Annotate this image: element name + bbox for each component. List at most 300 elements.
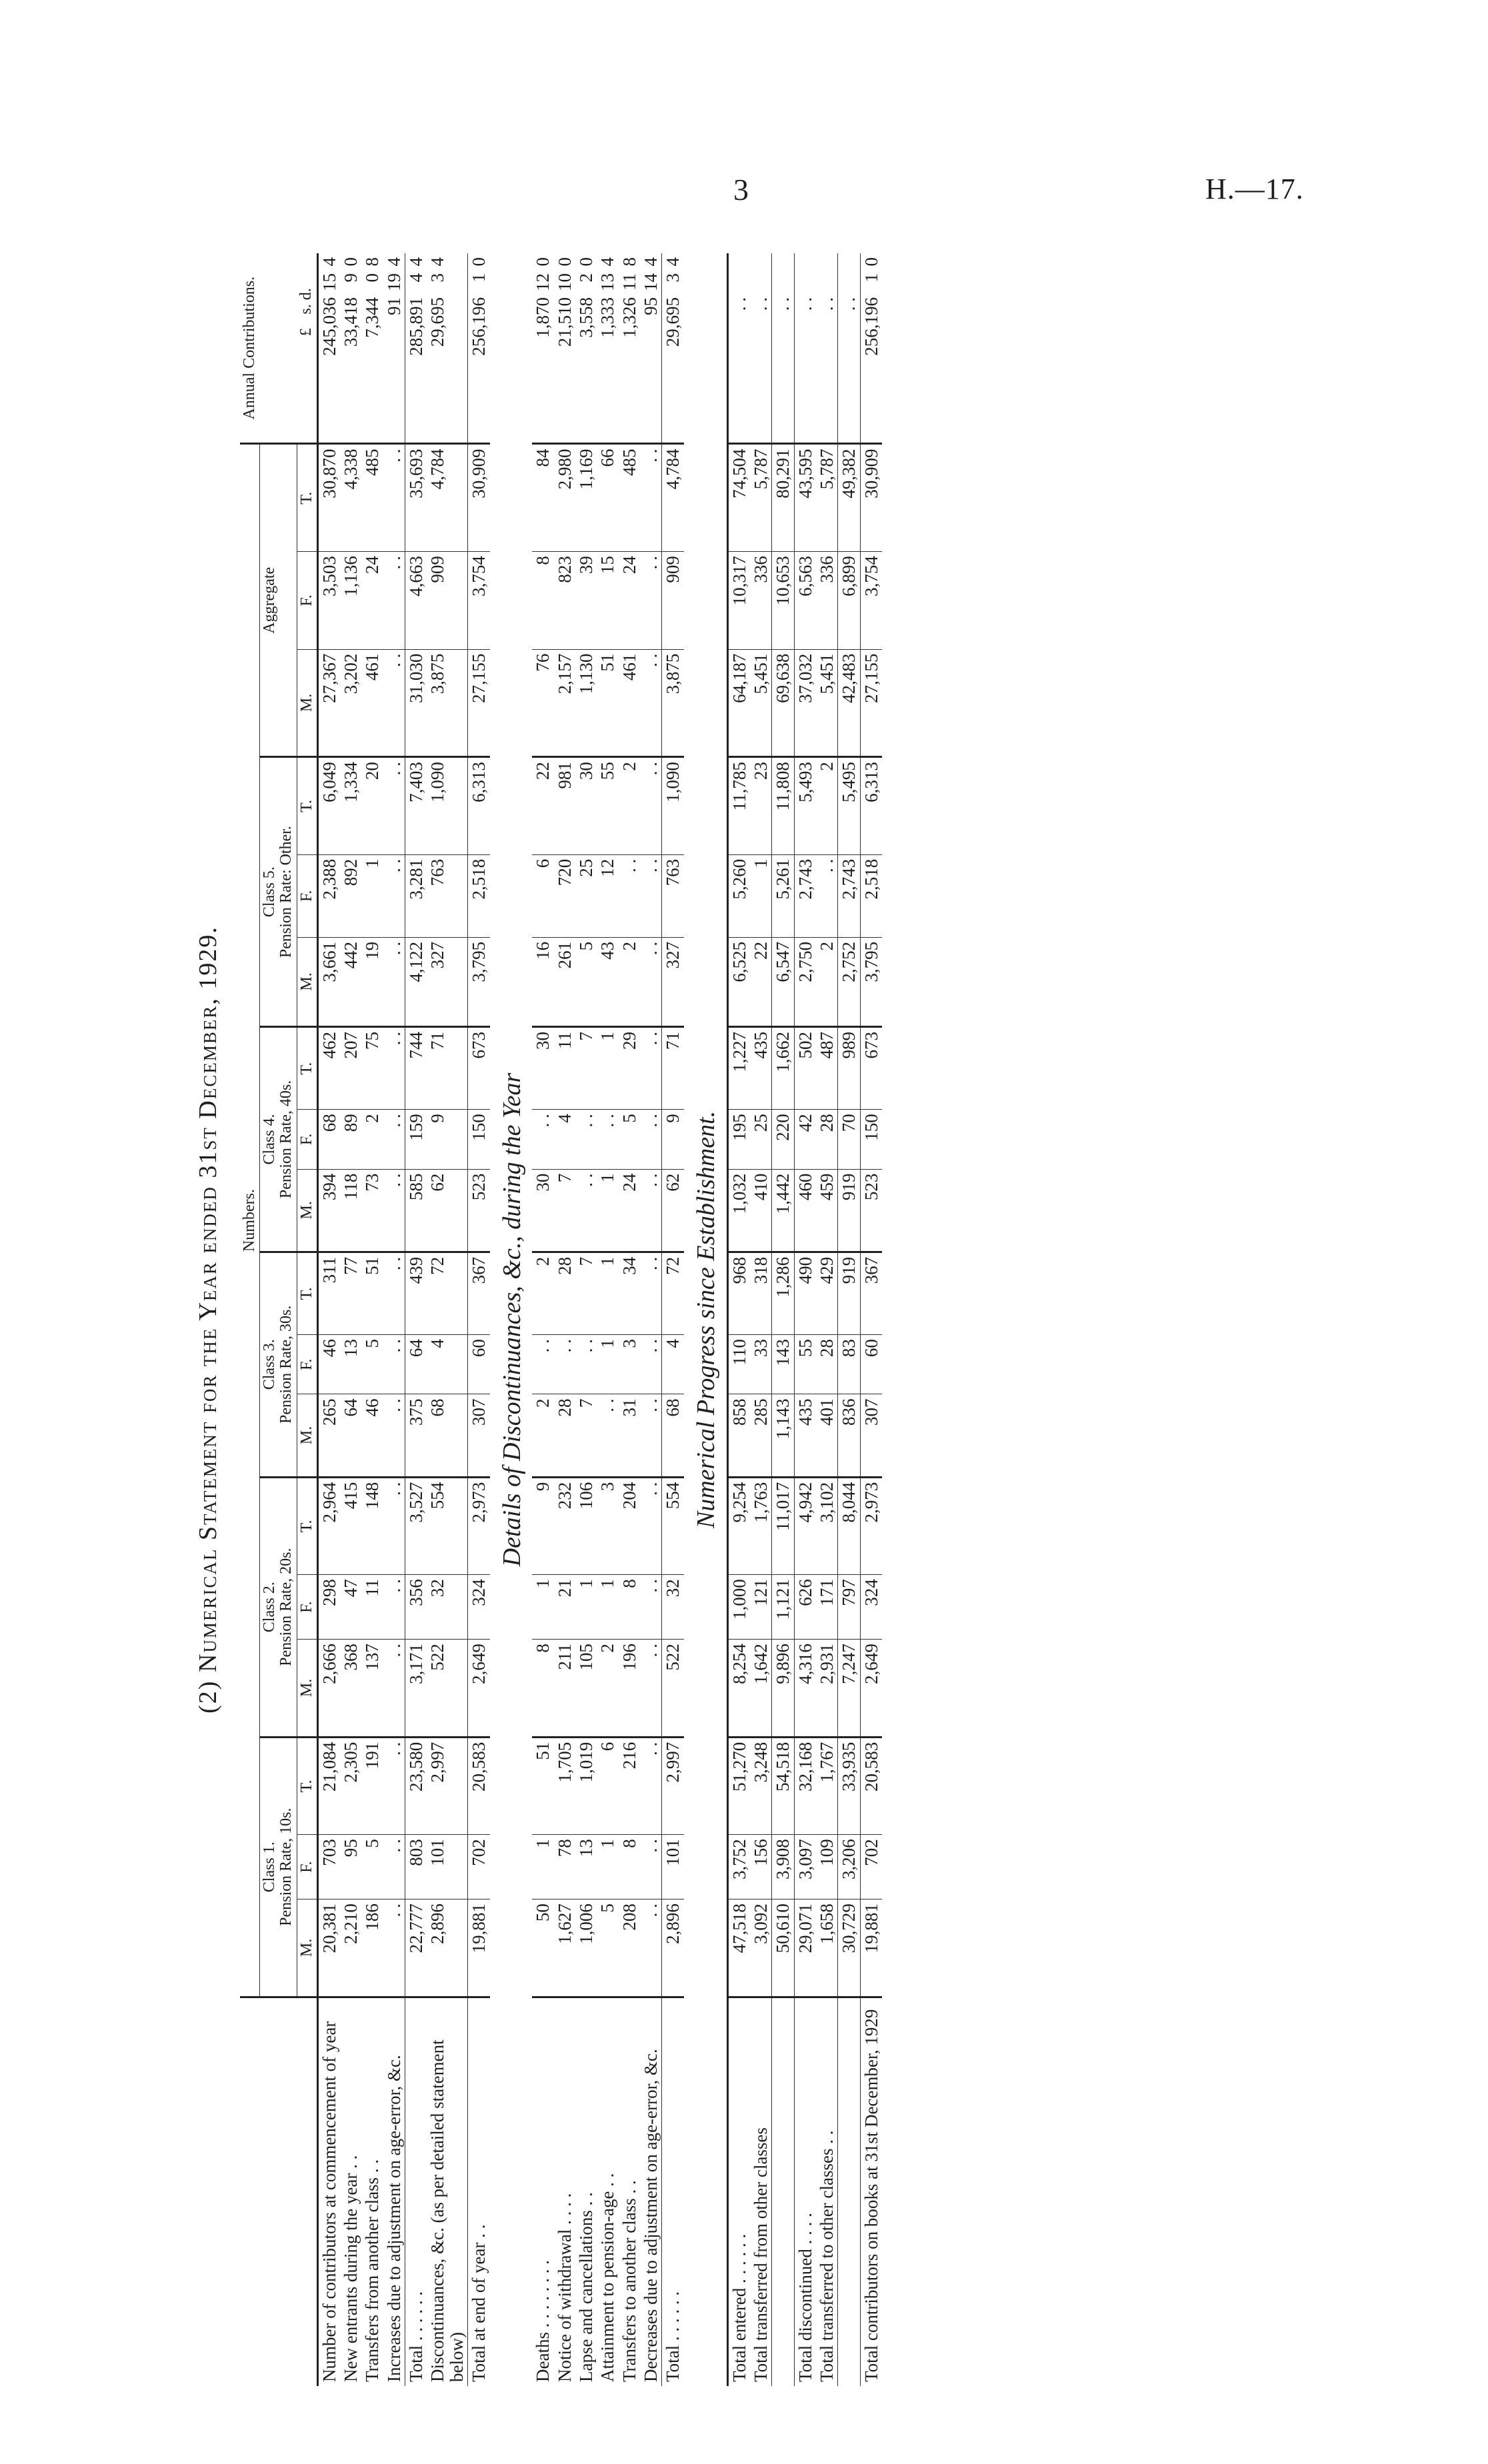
table-row (468, 253, 490, 2386)
money-part: . . (773, 297, 793, 311)
cell-value: 435 (750, 1027, 772, 1110)
cell-value: 46 (361, 1394, 383, 1477)
cell-value: 2,997 (662, 1737, 684, 1835)
cell-value: 30 (575, 757, 597, 855)
cell-value: 4,784 (427, 444, 467, 552)
cell-value: 5 (361, 1335, 383, 1394)
cell-value: 47 (340, 1575, 361, 1640)
cell-contribution (340, 253, 361, 444)
cell-value: 31,030 (405, 649, 427, 756)
cell-contribution (597, 253, 618, 444)
cell-value: 6,049 (317, 757, 340, 855)
cell-contribution (860, 253, 882, 444)
cell-value: 2,210 (340, 1899, 361, 1997)
cell-value: 3,206 (838, 1835, 860, 1899)
cell-value: 1,705 (554, 1737, 575, 1835)
cell-value: 2,931 (816, 1640, 838, 1738)
cell-value: 2 (619, 757, 640, 855)
cell-value: 3,248 (750, 1737, 772, 1835)
cell-contribution (772, 253, 794, 444)
sub-header: M. (297, 1169, 317, 1252)
money-part: 245,036 (319, 297, 339, 356)
cell-value: 110 (727, 1335, 750, 1394)
cell-value: 24 (361, 552, 383, 650)
cell-value: 585 (405, 1169, 427, 1252)
cell-value: 3,875 (427, 649, 467, 756)
cell-value: 143 (772, 1335, 794, 1394)
cell-value: . . (640, 1737, 662, 1835)
cell-value: 211 (554, 1640, 575, 1738)
cell-value: 461 (619, 649, 640, 756)
cell-value: 25 (750, 1110, 772, 1169)
cell-value: 54,518 (772, 1737, 794, 1835)
cell-value: 490 (794, 1252, 816, 1334)
sub-header: M. (297, 649, 317, 756)
class-header (260, 1737, 297, 1997)
cell-value: 33,935 (838, 1737, 860, 1835)
money-part: 15 (319, 273, 339, 291)
cell-value: 367 (860, 1252, 882, 1334)
cell-value: 50,610 (772, 1899, 794, 1997)
cell-value: 1 (597, 1252, 618, 1334)
cell-value: 50 (532, 1899, 553, 1997)
cell-value: . . (640, 1335, 662, 1394)
cell-value: 919 (838, 1169, 860, 1252)
cell-value: . . (383, 1477, 405, 1575)
cell-value: 1,658 (816, 1899, 838, 1997)
table-title (193, 253, 233, 2386)
cell-value: 823 (554, 552, 575, 650)
cell-value: 2,997 (427, 1737, 467, 1835)
cell-value: 4 (427, 1335, 467, 1394)
class-name: Class 3. (261, 1339, 279, 1390)
cell-value: 7 (554, 1169, 575, 1252)
money-header (297, 253, 317, 444)
cell-value: 150 (860, 1110, 882, 1169)
cell-value: 216 (619, 1737, 640, 1835)
cell-value: 60 (860, 1335, 882, 1394)
cell-value: 6,563 (794, 552, 816, 650)
cell-value: 207 (340, 1027, 361, 1110)
cell-value: 6,899 (838, 552, 860, 650)
money-part: 4 (406, 273, 427, 283)
cell-value: 2,752 (838, 937, 860, 1026)
cell-value: 37,032 (794, 649, 816, 756)
cell-value: 62 (427, 1169, 467, 1252)
cell-value: 84 (532, 444, 553, 552)
class-header (260, 1477, 297, 1737)
cell-value: 327 (427, 937, 467, 1026)
cell-value: 9,254 (727, 1477, 750, 1575)
cell-value: 1,019 (575, 1737, 597, 1835)
cell-value: . . (640, 1899, 662, 1997)
cell-value: 83 (838, 1335, 860, 1394)
class-name: Class 1. (261, 1842, 279, 1893)
row-label: Total at end of year . . (468, 1997, 490, 2386)
page-header (0, 0, 1488, 213)
cell-value: . . (640, 1575, 662, 1640)
cell-value: 28 (816, 1335, 838, 1394)
cell-value: 4 (554, 1110, 575, 1169)
cell-value: 51,270 (727, 1737, 750, 1835)
cell-value: 909 (427, 552, 467, 650)
cell-value: 42,483 (838, 649, 860, 756)
row-label: Total . . . . . . (405, 1997, 427, 2386)
cell-value: 4,338 (340, 444, 361, 552)
money-unit: £ (297, 328, 315, 337)
cell-value: 554 (427, 1477, 467, 1575)
cell-value: 2 (361, 1110, 383, 1169)
cell-value: 6,547 (772, 937, 794, 1026)
table-row (727, 253, 750, 2386)
cell-value: 1 (575, 1575, 597, 1640)
cell-value: 1,763 (750, 1477, 772, 1575)
table-row (554, 253, 575, 2386)
money-part: 4 (427, 257, 448, 267)
cell-value: . . (383, 444, 405, 552)
row-label: Transfers to another class . . (619, 2180, 639, 2382)
cell-value: 10,653 (772, 552, 794, 650)
cell-value: 1,000 (727, 1575, 750, 1640)
cell-value: 23,580 (405, 1737, 427, 1835)
cell-value: 487 (816, 1027, 838, 1110)
money-part: 95 (641, 297, 661, 315)
cell-value: 21 (554, 1575, 575, 1640)
money-part: 11 (619, 273, 639, 291)
cell-value: 68 (662, 1394, 684, 1477)
cell-value: 673 (860, 1027, 882, 1110)
cell-value: 32,168 (794, 1737, 816, 1835)
money-part: . . (729, 297, 749, 311)
stub-header (240, 1997, 317, 2386)
cell-contribution (554, 253, 575, 444)
money-part: 1 (861, 273, 881, 283)
cell-value: 429 (816, 1252, 838, 1334)
cell-value: 9 (662, 1110, 684, 1169)
cell-value: 1 (361, 854, 383, 937)
money-part: 12 (533, 273, 553, 291)
cell-value: 502 (794, 1027, 816, 1110)
cell-value: 2 (532, 1252, 553, 1334)
cell-value: 4,316 (794, 1640, 816, 1738)
cell-value: 49,382 (838, 444, 860, 552)
money-part: . . (751, 297, 771, 311)
cell-value: 118 (340, 1169, 361, 1252)
cell-value: . . (640, 1835, 662, 1899)
row-label: Notice of withdrawal . . . . (554, 2193, 575, 2382)
cell-value: 156 (750, 1835, 772, 1899)
cell-value: . . (532, 1110, 553, 1169)
cell-value: 554 (662, 1477, 684, 1575)
cell-contribution (619, 253, 640, 444)
cell-value: 78 (554, 1835, 575, 1899)
cell-value: 3 (619, 1335, 640, 1394)
cell-value: 5,260 (727, 854, 750, 937)
annual-contributions-heading: Annual Contributions. (240, 253, 297, 444)
cell-value: 22,777 (405, 1899, 427, 1997)
cell-value: 3,171 (405, 1640, 427, 1738)
cell-value: . . (554, 1335, 575, 1394)
cell-value: 9 (532, 1477, 553, 1575)
cell-value: 1,130 (575, 649, 597, 756)
cell-value: 435 (794, 1394, 816, 1477)
cell-value: 2 (597, 1640, 618, 1738)
cell-value: 76 (532, 649, 553, 756)
cell-value: 327 (662, 937, 684, 1026)
cell-contribution (838, 253, 860, 444)
table-row (838, 253, 860, 2386)
cell-value: 62 (662, 1169, 684, 1252)
money-part: 91 (383, 297, 404, 315)
cell-value: 7,247 (838, 1640, 860, 1738)
cell-value: 803 (405, 1835, 427, 1899)
class-name: Class 2. (261, 1582, 279, 1633)
row-label: Deaths . . . . . . . . (533, 2260, 553, 2382)
table-row (860, 253, 882, 2386)
cell-value: 101 (662, 1835, 684, 1899)
cell-value: 12 (597, 854, 618, 937)
cell-value: 28 (816, 1110, 838, 1169)
cell-value: 55 (597, 757, 618, 855)
cell-value: 8,044 (838, 1477, 860, 1575)
cell-value: 8 (619, 1835, 640, 1899)
cell-value: 2 (532, 1394, 553, 1477)
class-header (260, 757, 297, 1027)
cell-value: 95 (340, 1835, 361, 1899)
cell-value: 66 (597, 444, 618, 552)
money-part: 3,558 (576, 297, 597, 338)
cell-contribution (750, 253, 772, 444)
cell-value: 13 (340, 1335, 361, 1394)
cell-value: 5,261 (772, 854, 794, 937)
row-label (772, 1997, 794, 2386)
cell-value: . . (597, 1110, 618, 1169)
table-row (619, 253, 640, 2386)
cell-value: 702 (860, 1835, 882, 1899)
money-part: 21,510 (554, 297, 575, 347)
cell-value: 1,334 (340, 757, 361, 855)
cell-value: . . (532, 1335, 553, 1394)
section-title: Numerical Progress since Establishment. (691, 1110, 720, 1529)
table-title-prefix: (2) Numerical Statement for the Year ended (194, 1186, 222, 1714)
cell-value: 892 (340, 854, 361, 937)
sub-header: T. (297, 1252, 317, 1334)
cell-value: 15 (597, 552, 618, 650)
money-part: 1 (469, 273, 489, 283)
cell-value: 311 (317, 1252, 340, 1334)
table-row (640, 253, 662, 2386)
cell-value: 324 (468, 1575, 490, 1640)
sub-header: M. (297, 1899, 317, 1997)
cell-value: 5,451 (750, 649, 772, 756)
cell-value: 25 (575, 854, 597, 937)
cell-value: 32 (662, 1575, 684, 1640)
cell-value: . . (640, 1027, 662, 1110)
cell-value: 33 (750, 1335, 772, 1394)
class-header (260, 444, 297, 757)
cell-value: . . (640, 1640, 662, 1738)
money-part: 1,333 (597, 297, 618, 338)
money-part: 29,695 (427, 297, 448, 347)
cell-contribution (317, 253, 340, 444)
money-part: 0 (554, 257, 575, 267)
numerical-statement-table (240, 253, 882, 2386)
cell-value: 30,729 (838, 1899, 860, 1997)
cell-value: 24 (619, 1169, 640, 1252)
cell-value: 485 (619, 444, 640, 552)
cell-value: 77 (340, 1252, 361, 1334)
money-part: 0 (362, 273, 383, 283)
cell-value: 109 (816, 1835, 838, 1899)
cell-value: 5 (597, 1899, 618, 1997)
cell-value: 1 (597, 1027, 618, 1110)
cell-value: 7,403 (405, 757, 427, 855)
cell-value: 3,754 (468, 552, 490, 650)
cell-value: 1,642 (750, 1640, 772, 1738)
cell-value: 195 (727, 1110, 750, 1169)
cell-value: 171 (816, 1575, 838, 1640)
class-rate: Pension Rate, 30s. (277, 1305, 295, 1424)
cell-value: 401 (816, 1394, 838, 1477)
money-part: 4 (406, 257, 427, 267)
cell-value: 2,973 (468, 1477, 490, 1575)
cell-value: 22 (532, 757, 553, 855)
cell-value: 9,896 (772, 1640, 794, 1738)
cell-contribution (468, 253, 490, 444)
table-row (383, 253, 405, 2386)
class-rate: Pension Rate, 40s. (277, 1080, 295, 1199)
row-label: Attainment to pension-age . . (597, 2173, 618, 2382)
cell-value: . . (383, 552, 405, 650)
cell-value: 11,017 (772, 1477, 794, 1575)
class-rate: Pension Rate: Other. (277, 826, 295, 958)
money-part: 3 (663, 273, 683, 283)
cell-value: 836 (838, 1394, 860, 1477)
cell-value: 4,784 (662, 444, 684, 552)
cell-value: . . (816, 854, 838, 937)
cell-contribution (361, 253, 383, 444)
cell-value: 3,102 (816, 1477, 838, 1575)
cell-contribution (532, 253, 553, 444)
cell-value: 307 (468, 1394, 490, 1477)
table-row (340, 253, 361, 2386)
money-part: 4 (597, 257, 618, 267)
cell-value: 336 (816, 552, 838, 650)
cell-value: 2,305 (340, 1737, 361, 1835)
cell-value: . . (383, 1899, 405, 1997)
sub-header: M. (297, 1394, 317, 1477)
cell-value: 137 (361, 1640, 383, 1738)
row-label: Discontinuances, &c. (as per detailed statement below) (427, 2039, 467, 2382)
cell-contribution (794, 253, 816, 444)
cell-value: 336 (750, 552, 772, 650)
class-name: Class 4. (261, 1114, 279, 1165)
money-part: 10 (554, 273, 575, 291)
section-title: Details of Discontinuances, &c., during the Year (497, 1072, 526, 1567)
sub-header: T. (297, 444, 317, 552)
cell-value: 11 (361, 1575, 383, 1640)
cell-value: 35,693 (405, 444, 427, 552)
money-part: 0 (469, 257, 489, 267)
cell-value: 6,313 (468, 757, 490, 855)
cell-value: 1 (532, 1575, 553, 1640)
cell-value: . . (383, 1640, 405, 1738)
table-row (361, 253, 383, 2386)
cell-value: 461 (361, 649, 383, 756)
money-part: 7,344 (362, 297, 383, 338)
money-part: 3 (427, 273, 448, 283)
cell-value: 43 (597, 937, 618, 1026)
header-row-numbers (240, 253, 260, 2386)
cell-value: 75 (361, 1027, 383, 1110)
cell-value: . . (575, 1169, 597, 1252)
row-label: Total contributors on books at 31st December, 1929 (860, 1997, 882, 2386)
row-label: Lapse and cancellations . . (576, 2192, 597, 2382)
money-unit: s. (297, 304, 315, 315)
cell-value: 150 (468, 1110, 490, 1169)
cell-value: 763 (662, 854, 684, 937)
cell-value: 20,583 (860, 1737, 882, 1835)
cell-contribution (816, 253, 838, 444)
cell-value: 485 (361, 444, 383, 552)
cell-contribution (640, 253, 662, 444)
cell-value: 11 (554, 1027, 575, 1110)
cell-value: 6,313 (860, 757, 882, 855)
cell-value: 105 (575, 1640, 597, 1738)
class-header (260, 1252, 297, 1477)
cell-value: 4,942 (794, 1477, 816, 1575)
cell-value: 462 (317, 1027, 340, 1110)
cell-value: 23 (750, 757, 772, 855)
cell-value: 68 (317, 1110, 340, 1169)
money-part: 8 (362, 257, 383, 267)
cell-value: . . (640, 1110, 662, 1169)
cell-value: 2,750 (794, 937, 816, 1026)
cell-value: 69,638 (772, 649, 794, 756)
cell-value: 8 (532, 1640, 553, 1738)
money-part: 33,418 (341, 297, 361, 347)
cell-value: 159 (405, 1110, 427, 1169)
cell-value: 13 (575, 1835, 597, 1899)
cell-value: 702 (468, 1835, 490, 1899)
cell-value: . . (640, 854, 662, 937)
cell-value: 744 (405, 1027, 427, 1110)
cell-value: . . (640, 1477, 662, 1575)
page-number: 3 (733, 173, 749, 207)
cell-value: 8 (532, 552, 553, 650)
cell-value: . . (383, 1169, 405, 1252)
cell-value: 32 (427, 1575, 467, 1640)
money-part: 4 (383, 257, 404, 267)
cell-value: 298 (317, 1575, 340, 1640)
cell-value: 4 (662, 1335, 684, 1394)
table-row (575, 253, 597, 2386)
cell-value: 1,121 (772, 1575, 794, 1640)
cell-value: . . (383, 1027, 405, 1110)
class-header (260, 1027, 297, 1252)
cell-value: 5 (575, 937, 597, 1026)
cell-value: 261 (554, 937, 575, 1026)
cell-value: 459 (816, 1169, 838, 1252)
cell-value: 42 (794, 1110, 816, 1169)
sub-header: M. (297, 1640, 317, 1738)
cell-value: 1 (597, 1575, 618, 1640)
cell-value: 522 (427, 1640, 467, 1738)
row-label: Decreases due to adjustment on age-error, &c. (641, 2049, 661, 2382)
cell-value: 1 (597, 1169, 618, 1252)
cell-value: 220 (772, 1110, 794, 1169)
money-part: 1,870 (533, 297, 553, 338)
